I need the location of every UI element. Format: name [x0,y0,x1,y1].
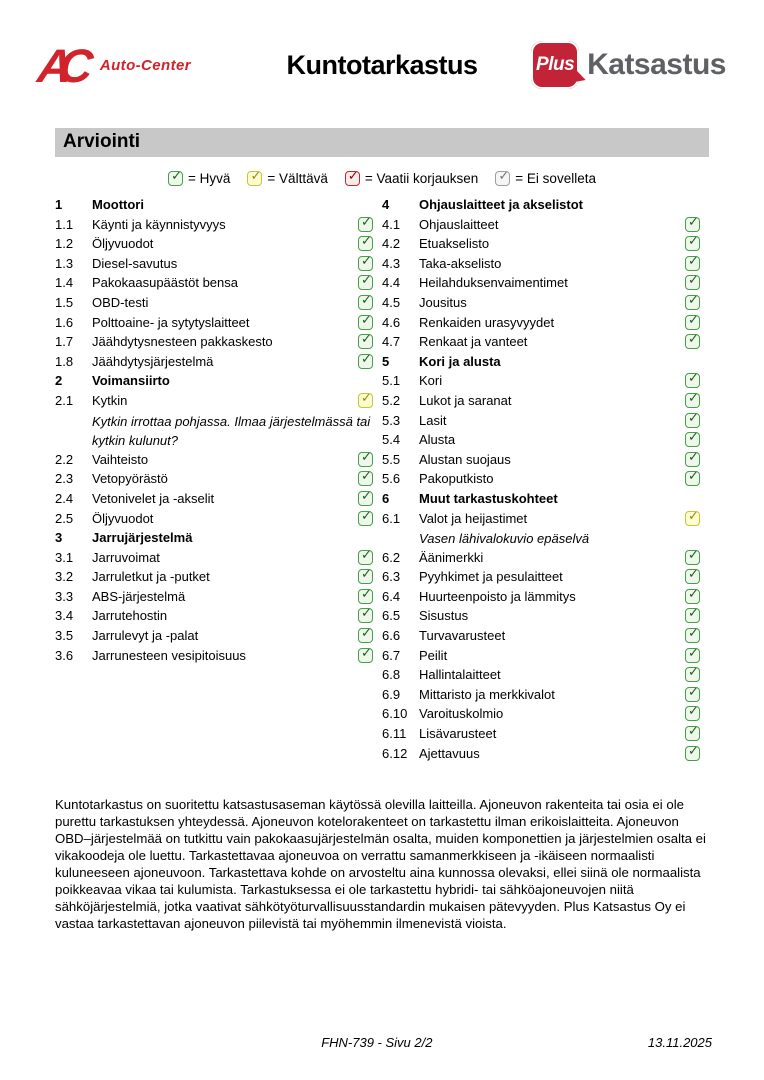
check-item-row [382,510,709,530]
item-number: 6.8 [382,667,401,683]
item-number: 4.4 [382,275,401,291]
status-checkbox-repair [345,171,360,186]
item-number: 5.3 [382,412,401,428]
item-label: Ajettavuus [419,745,480,761]
status-checkbox-good [685,373,700,388]
item-label: Vetopyörästö [92,471,168,487]
item-label: Sisustus [419,608,469,624]
item-label: OBD-testi [92,294,149,310]
legend-item-fair [247,171,327,186]
checklist [55,196,709,764]
item-label: Jarrujärjestelmä [92,530,193,546]
item-label: Vetonivelet ja -akselit [92,490,215,506]
status-checkbox-good [358,471,373,486]
check-item-row [382,588,709,608]
check-icon: ✓ [688,469,699,485]
status-checkbox-good [685,547,700,565]
status-checkbox-good [685,706,700,721]
item-label: Alusta [419,432,456,448]
check-icon: ✓ [688,724,699,740]
status-checkbox-good [685,569,700,584]
item-number: 1.2 [55,236,74,252]
status-checkbox-good [685,292,700,310]
status-checkbox-good [685,628,700,643]
auto-center-monogram-icon: AC [35,38,83,92]
item-number: 2.5 [55,510,74,526]
item-label: Lukot ja saranat [419,392,512,408]
check-icon: ✓ [361,253,372,269]
status-checkbox-good [685,743,700,761]
item-number: 6.12 [382,745,408,761]
remark-row [382,529,709,549]
status-checkbox-good [358,334,373,349]
check-item-row [382,549,709,569]
check-item-row [382,333,709,353]
check-item-row [55,314,382,334]
check-item-row [382,372,709,392]
item-label: Käynti ja käynnistyvyys [92,216,226,232]
check-icon: ✓ [688,586,699,602]
item-number: 4.6 [382,314,401,330]
item-number: 3.2 [55,569,74,585]
status-checkbox-good [358,645,373,663]
status-checkbox-good [685,645,700,663]
item-label: Peilit [419,647,448,663]
item-number: 6.3 [382,569,401,585]
check-icon: ✓ [361,312,372,328]
item-label: Pyyhkimet ja pesulaitteet [419,569,563,585]
check-icon: ✓ [688,547,699,563]
check-item-row [382,627,709,647]
check-icon: ✓ [361,449,372,465]
check-item-row [382,607,709,627]
katsastus-logo-text: Katsastus [587,48,726,81]
check-item-row [382,274,709,294]
item-number: 2 [55,373,63,389]
check-icon: ✓ [498,169,510,184]
check-item-row [382,255,709,275]
check-item-row [55,588,382,608]
check-item-row [55,274,382,294]
item-label: Voimansiirto [92,373,170,389]
check-item-row [382,745,709,765]
check-item-row [382,686,709,706]
remark-text: Kytkin irrottaa pohjassa. Ilmaa järjestelmässä tai kytkin kulunut? [92,413,371,449]
status-checkbox-good [685,275,700,290]
item-number: 6.2 [382,549,401,565]
section-row [382,196,709,216]
remark-row [55,412,382,451]
check-item-row [382,431,709,451]
item-label: Lisävarusteet [419,726,497,742]
status-checkbox-good [358,488,373,506]
item-label: Heilahduksenvaimentimet [419,275,568,291]
status-checkbox-good [358,586,373,604]
check-item-row [55,568,382,588]
speech-bubble-tail-icon [571,69,588,86]
page-title: Kuntotarkastus [286,49,478,80]
item-label: Moottori [92,197,144,212]
status-checkbox-fair [358,390,373,408]
check-icon: ✓ [361,567,372,583]
item-label: Turvavarusteet [419,628,506,644]
check-item-row [382,294,709,314]
document-id-page-number: FHN-739 - Sivu 2/2 [321,1035,433,1050]
check-icon: ✓ [361,645,372,661]
check-icon: ✓ [250,169,262,184]
check-icon: ✓ [688,626,699,642]
auto-center-logo-text: Auto-Center [99,56,191,74]
report-footer [55,1035,712,1055]
report-header [35,34,726,96]
check-icon: ✓ [361,390,372,406]
item-number: 1.8 [55,353,74,369]
check-item-row [55,392,382,412]
check-icon: ✓ [688,508,699,524]
item-number: 6.7 [382,647,401,663]
check-item-row [55,607,382,627]
item-label: Kytkin [92,392,128,408]
check-icon: ✓ [688,567,699,583]
check-icon: ✓ [361,488,372,504]
check-icon: ✓ [688,390,699,406]
status-checkbox-good [358,292,373,310]
item-number: 5.1 [382,373,401,389]
item-label: Kori [419,373,443,389]
status-checkbox-good [685,312,700,330]
check-item-row [55,255,382,275]
item-number: 6.1 [382,510,401,526]
checklist-column-right [382,196,709,764]
item-number: 6.6 [382,628,401,644]
status-checkbox-good [358,351,373,369]
status-checkbox-good [685,726,700,741]
check-icon: ✓ [347,169,359,184]
check-item-row [55,451,382,471]
check-item-row [382,412,709,432]
item-label: Valot ja heijastimet [419,510,528,526]
item-label: Renkaiden urasyvyydet [419,314,555,330]
check-icon: ✓ [361,214,372,230]
item-label: Jarrutehostin [92,608,168,624]
check-icon: ✓ [688,684,699,700]
item-number: 5.2 [382,392,401,408]
item-label: Huurteenpoisto ja lämmitys [419,588,576,604]
section-row [55,196,382,216]
item-label: Pakoputkisto [419,471,494,487]
status-checkbox-good [685,432,700,447]
status-checkbox-good [685,449,700,467]
item-label: Mittaristo ja merkkivalot [419,686,555,702]
check-item-row [55,470,382,490]
legend-label: = Ei sovelleta [515,171,596,186]
legend-item-repair [345,171,478,186]
item-label: Hallintalaitteet [419,667,501,683]
item-number: 1.4 [55,275,74,291]
check-icon: ✓ [688,449,699,465]
check-item-row [55,353,382,373]
check-icon: ✓ [361,606,372,622]
item-number: 3 [55,530,63,546]
status-checkbox-good [358,214,373,232]
check-icon: ✓ [688,606,699,622]
status-checkbox-good [685,471,700,486]
check-icon: ✓ [688,665,699,681]
item-label: ABS-järjestelmä [92,588,186,604]
item-label: Polttoaine- ja sytytyslaitteet [92,314,250,330]
item-number: 5.6 [382,471,401,487]
status-legend [55,171,709,186]
status-checkbox-good [358,628,373,643]
item-number: 3.4 [55,608,74,624]
status-checkbox-good [685,608,700,623]
check-item-row [382,235,709,255]
status-checkbox-good [358,275,373,290]
check-item-row [382,568,709,588]
item-number: 6.9 [382,686,401,702]
item-number: 2.4 [55,490,74,506]
item-number: 4 [382,197,390,212]
check-icon: ✓ [361,626,372,642]
status-checkbox-good [685,334,700,349]
status-checkbox-good [685,667,700,682]
remark-text: Vasen lähivalokuvio epäselvä [419,531,590,547]
check-icon: ✓ [688,430,699,446]
item-number: 5.5 [382,451,401,467]
item-number: 6.10 [382,706,408,722]
item-label: Öljyvuodot [92,510,154,526]
legend-item-good [168,171,230,186]
check-item-row [382,470,709,490]
item-number: 4.1 [382,216,401,232]
check-icon: ✓ [688,743,699,759]
item-number: 3.1 [55,549,74,565]
checklist-column-left [55,196,382,764]
status-checkbox-good [685,236,700,251]
item-label: Alustan suojaus [419,451,511,467]
item-number: 4.7 [382,334,401,350]
legend-label: = Hyvä [188,171,231,186]
item-number: 2.3 [55,471,74,487]
status-checkbox-good [685,390,700,408]
status-checkbox-good [358,608,373,623]
check-item-row [55,549,382,569]
item-label: Renkaat ja vanteet [419,334,528,350]
item-number: 1.5 [55,294,74,310]
item-number: 1.3 [55,255,74,271]
item-label: Jarruletkut ja -putket [92,569,210,585]
check-icon: ✓ [171,169,182,184]
item-label: Varoituskolmio [419,706,504,722]
check-item-row [382,666,709,686]
item-label: Diesel-savutus [92,255,178,271]
check-item-row [382,451,709,471]
status-checkbox-na [495,171,510,186]
check-icon: ✓ [361,547,372,563]
check-item-row [382,314,709,334]
check-icon: ✓ [688,312,699,328]
check-icon: ✓ [688,273,699,289]
item-label: Jarruvoimat [92,549,160,565]
check-icon: ✓ [361,586,372,602]
item-number: 5 [382,353,390,369]
item-label: Jarrulevyt ja -palat [92,628,199,644]
item-number: 6.5 [382,608,401,624]
status-checkbox-good [685,253,700,271]
check-item-row [55,235,382,255]
check-item-row [55,627,382,647]
item-number: 6 [382,490,390,506]
disclaimer-text: Kuntotarkastus on suoritettu katsastusaseman käytössä olevilla laitteilla. Ajoneuvon rakenteita tai osia ei ole purettu tarkastuksen yhteydessä. Ajoneuvon kotelorakenteet on tarkastettu ilman erikoislaitteita. Ajoneuvon OBD–järjestelmää on tutkittu vain pakokaasujärjestelmän osalta, muiden komponettien ja järjestelmien osalta ei vikakoodeja ole luettu. Tarkastettavaa ajoneuvoa on verrattu samanmerkkiseen ja -ikäiseen normaalisti kuluneeseen ajoneuvoon. Tarkastettava kohde on arvosteltu aina kunnossa olevaksi, ellei siinä ole normaalista poikkeavaa vikaa tai kulumista. Tarkastuksessa ei ole tarkastettu hybridi- tai sähköajoneuvojen niitä sähköjärjestelmiä, jotka vaativat sähkötyöturvallisuusstandardin mukaisen pätevyyden. Plus Katsastus Oy ei vastaa tarkastettavan ajoneuvon piilevistä tai myöhemmin ilmenevistä vioista. [55,797,706,932]
status-checkbox-fair [247,171,262,186]
item-label: Öljyvuodot [92,236,154,252]
item-number: 3.3 [55,588,74,604]
item-number: 2.2 [55,451,74,467]
check-item-row [382,392,709,412]
check-icon: ✓ [361,273,372,289]
check-icon: ✓ [361,351,372,367]
status-checkbox-good [168,171,183,186]
check-item-row [55,490,382,510]
item-label: Jousitus [419,294,467,310]
item-number: 1.1 [55,216,74,232]
check-item-row [55,333,382,353]
item-label: Lasit [419,412,447,428]
status-checkbox-good [358,569,373,584]
report-date: 13.11.2025 [647,1035,712,1050]
plus-katsastus-logo [511,41,726,89]
item-number: 4.5 [382,294,401,310]
section-row [55,529,382,549]
check-item-row [382,705,709,725]
check-icon: ✓ [361,469,372,485]
item-number: 2.1 [55,392,74,408]
item-number: 1.6 [55,314,74,330]
item-label: Ohjauslaitteet [419,216,499,232]
check-icon: ✓ [361,234,372,250]
check-icon: ✓ [688,332,699,348]
check-icon: ✓ [361,332,372,348]
legend-label: = Vaatii korjauksen [364,171,479,186]
check-item-row [382,647,709,667]
item-label: Äänimerkki [419,549,484,565]
section-header-arviointi: Arviointi [55,128,709,157]
item-number: 4.3 [382,255,401,271]
status-checkbox-good [685,684,700,702]
check-icon: ✓ [688,253,699,269]
item-number: 3.5 [55,628,74,644]
item-label: Jäähdytysnesteen pakkaskesto [92,334,273,350]
plus-badge-icon [531,41,579,89]
status-checkbox-good [358,508,373,526]
section-row [382,490,709,510]
status-checkbox-good [358,312,373,330]
check-item-row [55,510,382,530]
check-icon: ✓ [688,234,699,250]
check-icon: ✓ [688,292,699,308]
item-number: 1.7 [55,334,74,350]
item-label: Kori ja alusta [419,353,501,369]
status-checkbox-good [685,586,700,604]
item-label: Etuakselisto [419,236,490,252]
item-label: Jarrunesteen vesipitoisuus [92,647,246,663]
section-row [382,353,709,373]
check-icon: ✓ [688,214,699,230]
check-item-row [55,294,382,314]
item-label: Vaihteisto [92,451,149,467]
item-number: 1 [55,197,63,212]
status-checkbox-good [685,410,700,428]
item-label: Ohjauslaitteet ja akselistot [419,197,584,212]
status-checkbox-good [358,253,373,271]
status-checkbox-good [358,449,373,467]
item-label: Pakokaasupäästöt bensa [92,275,238,291]
auto-center-logo [35,38,253,92]
check-icon: ✓ [688,410,699,426]
item-number: 3.6 [55,647,74,663]
check-item-row [382,216,709,236]
section-row [55,372,382,392]
item-number: 4.2 [382,236,401,252]
check-item-row [55,647,382,667]
status-checkbox-good [358,236,373,251]
status-checkbox-good [685,214,700,232]
item-number: 6.11 [382,726,407,742]
check-item-row [382,725,709,745]
check-icon: ✓ [361,292,372,308]
status-checkbox-good [358,547,373,565]
check-icon: ✓ [688,704,699,720]
legend-item-na [495,171,596,186]
item-number: 5.4 [382,432,401,448]
check-icon: ✓ [688,371,699,387]
item-label: Muut tarkastuskohteet [419,490,558,506]
item-number: 6.4 [382,588,401,604]
check-icon: ✓ [688,645,699,661]
plus-badge-text: Plus [536,54,575,75]
check-icon: ✓ [361,508,372,524]
item-label: Taka-akselisto [419,255,502,271]
legend-label: = Välttävä [267,171,328,186]
status-checkbox-fair [685,508,700,526]
check-item-row [55,216,382,236]
item-label: Jäähdytysjärjestelmä [92,353,214,369]
